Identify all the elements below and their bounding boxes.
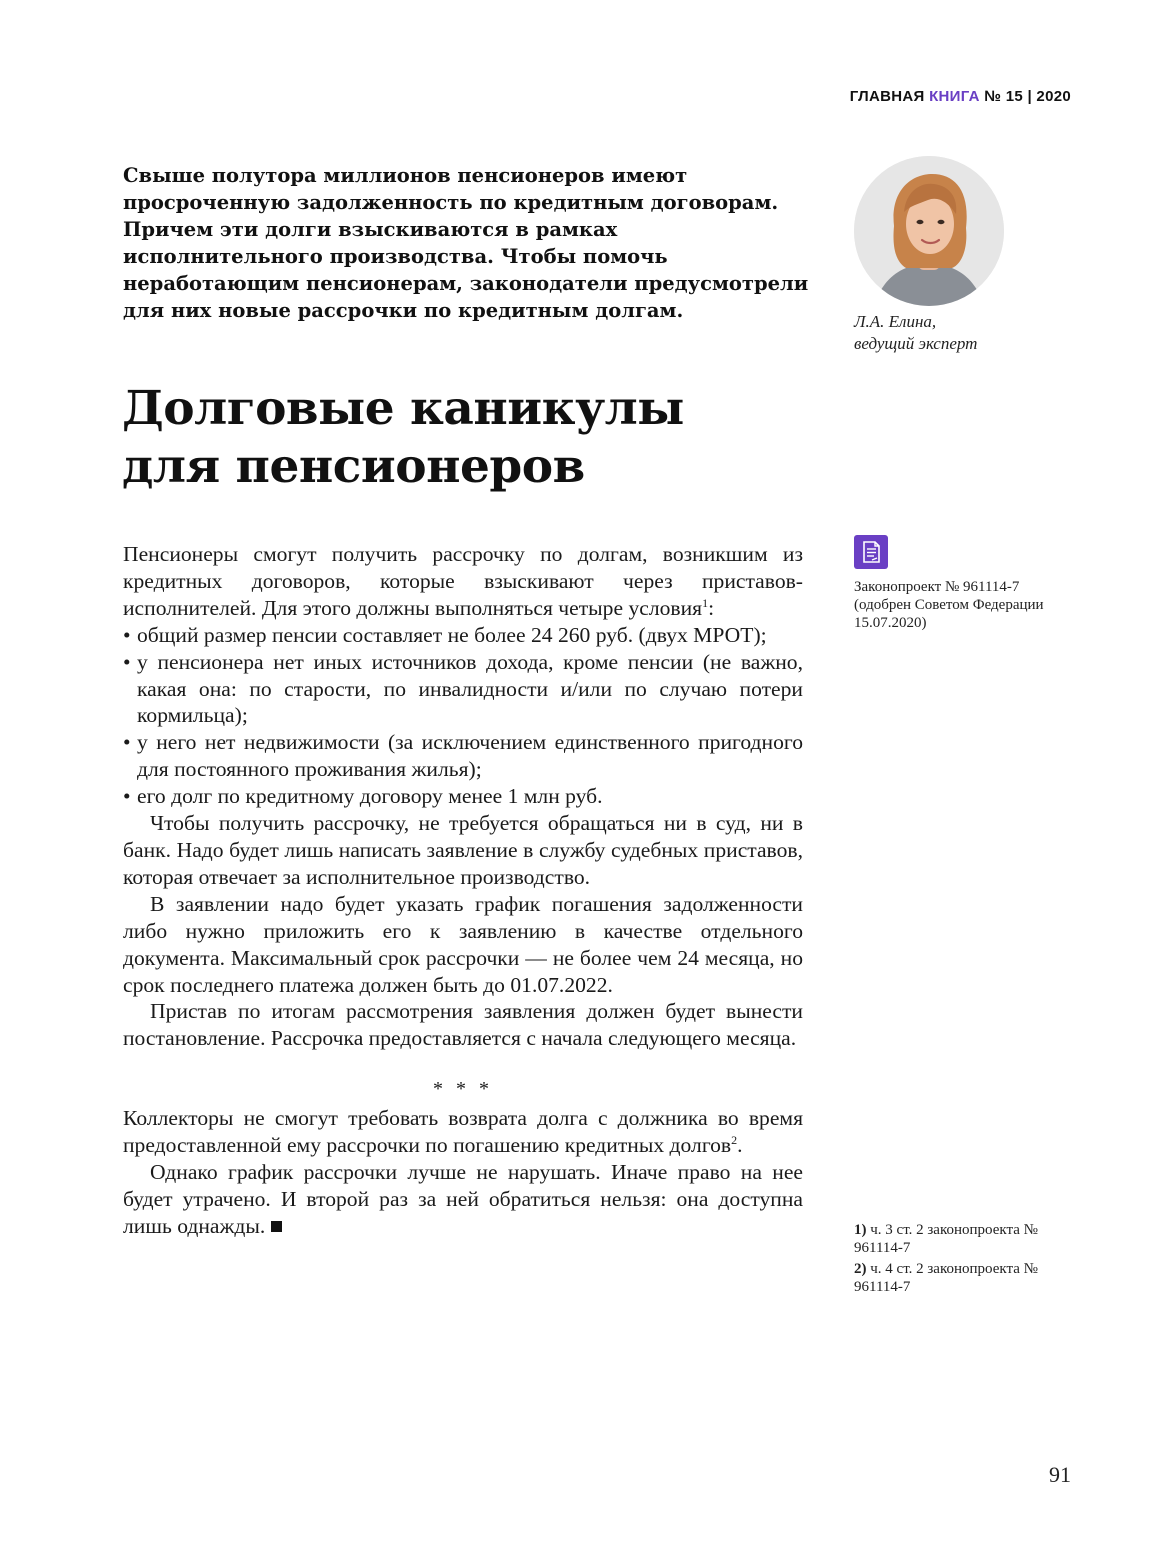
collectors-text: Коллекторы не смогут требовать возврата долга с должника во время предоставленной ему рассрочки по погашению кредитных долгов bbox=[123, 1106, 803, 1158]
section-separator: * * * bbox=[433, 1078, 493, 1101]
page-number: 91 bbox=[1049, 1462, 1071, 1487]
author-caption bbox=[854, 311, 1054, 355]
bullet-icon: • bbox=[123, 784, 131, 809]
list-item-text: его долг по кредитному договору менее 1 млн руб. bbox=[137, 784, 603, 809]
article-headline bbox=[122, 380, 822, 496]
author-photo bbox=[854, 156, 1004, 306]
author-portrait-icon bbox=[854, 156, 1004, 306]
intro-text: Пенсионеры смогут получить рассрочку по долгам, возникшим из кредитных договоров, которые взыскивают через приставов-исполнителей. Для этого должны выполняться четыре условия bbox=[123, 542, 803, 620]
paragraph-application: Чтобы получить рассрочку, не требуется обращаться ни в суд, ни в банк. Надо будет лишь написать заявление в службу судебных приставов, которая отвечает за исполнительное производство. bbox=[123, 811, 803, 889]
paragraph-conclusion bbox=[123, 1159, 803, 1240]
list-item bbox=[123, 729, 803, 783]
list-item bbox=[123, 622, 803, 649]
document-icon bbox=[854, 535, 888, 569]
list-item-text: у пенсионера нет иных источников дохода, кроме пенсии (не важно, какая она: по старости, по инвалидности и/или по случаю потери кормильца); bbox=[137, 649, 803, 728]
bullet-icon: • bbox=[123, 649, 131, 674]
sidenote-line-2: (одобрен Советом Федерации bbox=[854, 597, 1044, 613]
bullet-icon: • bbox=[123, 622, 131, 647]
sidenote-line-1: Законопроект № 961114-7 bbox=[854, 579, 1020, 595]
masthead-title-main: ГЛАВНАЯ bbox=[849, 88, 925, 105]
author-name: Л.А. Елина, bbox=[854, 312, 937, 331]
collectors-period: . bbox=[737, 1133, 743, 1158]
author-position: ведущий эксперт bbox=[854, 334, 978, 353]
conditions-list bbox=[123, 622, 803, 810]
masthead-title-accent: КНИГА bbox=[929, 88, 980, 105]
footnote-ref-2: 2 bbox=[731, 1132, 738, 1147]
headline-line-1: Долговые каникулы bbox=[122, 381, 684, 436]
conclusion-text: Однако график рассрочки лучше не нарушать. Иначе право на нее будет утрачено. И второй раз за ней обратиться нельзя: она доступна лишь однажды. bbox=[123, 1159, 803, 1238]
headline-line-2: для пенсионеров bbox=[122, 439, 585, 494]
law-sidenote bbox=[854, 578, 1084, 632]
footnote-text: ч. 3 ст. 2 законопроекта № 961114-7 bbox=[854, 1222, 1038, 1256]
list-item bbox=[123, 783, 803, 810]
footnote-number: 1) bbox=[854, 1222, 867, 1238]
footnote-ref-1: 1 bbox=[702, 595, 709, 610]
list-item-text: общий размер пенсии составляет не более 24 260 руб. (двух МРОТ); bbox=[137, 622, 767, 647]
masthead-issue: № 15 | 2020 bbox=[984, 88, 1071, 105]
end-of-article-icon bbox=[271, 1221, 282, 1232]
lead-paragraph: Свыше полутора миллионов пенсионеров имеют просроченную задолженность по кредитным договорам. Причем эти долги взыскиваются в рамках исполнительного производства. Чтобы помочь неработающим пенсионерам, законодатели предусмотрели для них новые рассрочки по кредитным долгам. bbox=[123, 164, 809, 322]
sidenote-line-3: 15.07.2020) bbox=[854, 615, 927, 631]
paragraph-schedule: В заявлении надо будет указать график погашения задолженности либо нужно приложить его к заявлению в качестве отдельного документа. Максимальный срок рассрочки — не более чем 24 месяца, но срок последнего платежа должен быть до 01.07.2022. bbox=[123, 891, 803, 997]
footnotes bbox=[854, 1222, 1084, 1300]
bullet-icon: • bbox=[123, 730, 131, 755]
footnote-1 bbox=[854, 1222, 1084, 1257]
footnote-text: ч. 4 ст. 2 законопроекта № 961114-7 bbox=[854, 1261, 1038, 1295]
document-glyph-icon bbox=[854, 535, 888, 569]
footnote-2 bbox=[854, 1261, 1084, 1296]
list-item bbox=[123, 649, 803, 730]
footnote-number: 2) bbox=[854, 1261, 867, 1277]
list-item-text: у него нет недвижимости (за исключением единственного пригодного для постоянного проживания жилья); bbox=[137, 730, 803, 782]
intro-paragraph bbox=[123, 541, 803, 622]
paragraph-resolution: Пристав по итогам рассмотрения заявления должен будет вынести постановление. Рассрочка предоставляется с начала следующего месяца. bbox=[123, 999, 803, 1051]
paragraph-collectors bbox=[123, 1105, 803, 1159]
intro-colon: : bbox=[708, 595, 715, 620]
article-body bbox=[123, 541, 803, 1240]
masthead bbox=[850, 88, 1071, 105]
